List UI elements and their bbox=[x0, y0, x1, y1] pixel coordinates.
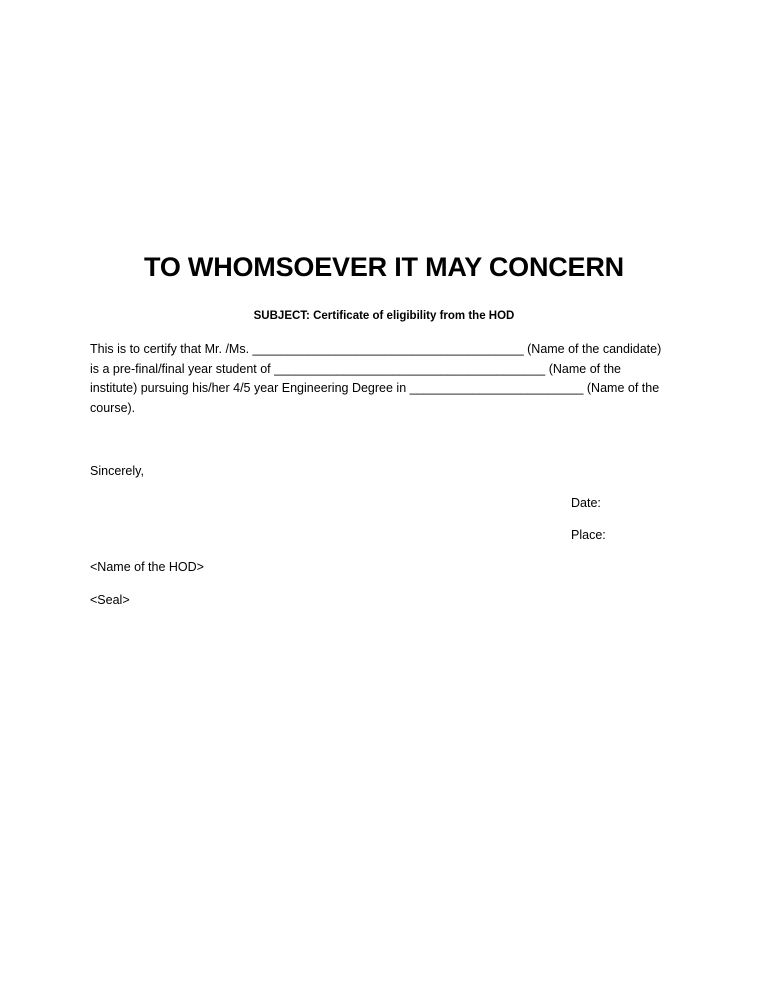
body-line-1: This is to certify that Mr. /Ms. _______________________________________ (Name of the candidate) bbox=[90, 342, 662, 356]
seal-placeholder: <Seal> bbox=[90, 593, 130, 607]
document-title: TO WHOMSOEVER IT MAY CONCERN bbox=[144, 252, 624, 282]
body-line-2: is a pre-final/final year student of _______________________________________ (Name of the bbox=[90, 361, 621, 376]
date-label: Date: bbox=[571, 496, 601, 510]
hod-name-placeholder: <Name of the HOD> bbox=[90, 560, 204, 574]
closing-salutation: Sincerely, bbox=[90, 464, 144, 478]
subject-line: SUBJECT: Certificate of eligibility from the HOD bbox=[253, 310, 515, 322]
certificate-body bbox=[90, 340, 690, 418]
body-line-4: course). bbox=[90, 400, 136, 415]
place-label: Place: bbox=[571, 528, 606, 542]
body-line-3: institute) pursuing his/her 4/5 year Engineering Degree in _________________________ (Name of the bbox=[90, 381, 660, 395]
